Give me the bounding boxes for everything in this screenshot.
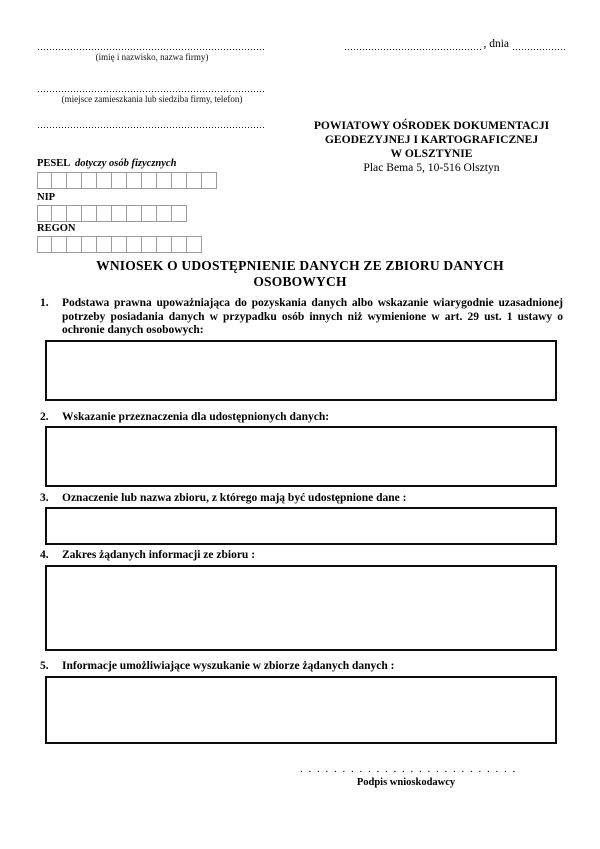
regon-digit-cell[interactable] — [127, 236, 142, 253]
item-1-answer-box[interactable] — [45, 340, 557, 401]
regon-cells-row — [37, 236, 202, 253]
pesel-label — [37, 158, 176, 169]
regon-digit-cell[interactable] — [142, 236, 157, 253]
dnia-label: , dnia — [483, 38, 509, 50]
nip-digit-cell[interactable] — [97, 205, 112, 222]
item-2-number: 2. — [40, 411, 49, 423]
signature-caption: Podpis wnioskodawcy — [356, 777, 456, 788]
item-1-text: Podstawa prawna upoważniająca do pozyskania danych albo wskazanie wiarygodnie uzasadnionej potrzeby posiadania danych w przypadku osób innych niż wymienione w art. 29 ust. 1 ustawy o ochronie danych osobowych: — [62, 297, 563, 336]
nip-digit-cell[interactable] — [52, 205, 67, 222]
pesel-label-text: PESEL — [37, 158, 70, 169]
nip-label: NIP — [37, 192, 56, 203]
item-5-text: Informacje umożliwiające wyszukanie w zbiorze żądanych danych : — [62, 660, 395, 672]
regon-digit-cell[interactable] — [112, 236, 127, 253]
nip-digit-cell[interactable] — [172, 205, 187, 222]
item-1-label — [40, 297, 563, 338]
nip-digit-cell[interactable] — [112, 205, 127, 222]
office-name-line1: POWIATOWY OŚRODEK DOKUMENTACJI — [313, 119, 550, 132]
pesel-digit-cell[interactable] — [82, 172, 97, 189]
pesel-digit-cell[interactable] — [157, 172, 172, 189]
item-5-number: 5. — [40, 660, 49, 672]
regon-digit-cell[interactable] — [67, 236, 82, 253]
nip-digit-cell[interactable] — [127, 205, 142, 222]
nip-digit-cell[interactable] — [82, 205, 97, 222]
pesel-digit-cell[interactable] — [172, 172, 187, 189]
item-4-number: 4. — [40, 549, 49, 561]
nip-digit-cell[interactable] — [142, 205, 157, 222]
address-input-line[interactable] — [38, 78, 266, 92]
place-input-line[interactable] — [345, 36, 482, 50]
pesel-digit-cell[interactable] — [127, 172, 142, 189]
office-name-line2: GEODEZYJNEJ I KARTOGRAFICZNEJ — [324, 133, 539, 146]
item-2-answer-box[interactable] — [45, 426, 557, 487]
place-date-line — [345, 36, 565, 50]
form-title: WNIOSEK O UDOSTĘPNIENIE DANYCH ZE ZBIORU DANYCH OSOBOWYCH — [96, 258, 504, 289]
item-3-label — [40, 492, 563, 506]
item-2-label — [40, 411, 563, 425]
item-4-answer-box[interactable] — [45, 565, 557, 651]
item-2-text: Wskazanie przeznaczenia dla udostępnionych danych: — [62, 411, 330, 423]
item-3-number: 3. — [40, 492, 49, 504]
item-5-label — [40, 660, 563, 674]
item-3-text: Oznaczenie lub nazwa zbioru, z którego mają być udostępnione dane : — [62, 492, 407, 504]
signature-input-line[interactable]: . . . . . . . . . . . . . . . . . . . . . . . . . . — [300, 763, 517, 775]
name-company-caption: (imię i nazwisko, nazwa firmy) — [95, 52, 209, 62]
pesel-digit-cell[interactable] — [202, 172, 217, 189]
nip-digit-cell[interactable] — [67, 205, 82, 222]
address-caption: (miejsce zamieszkania lub siedziba firmy, telefon) — [61, 94, 243, 104]
item-4-label — [40, 549, 563, 563]
regon-digit-cell[interactable] — [172, 236, 187, 253]
date-input-line[interactable] — [513, 36, 565, 50]
regon-digit-cell[interactable] — [97, 236, 112, 253]
signature-block — [300, 763, 517, 788]
item-3-answer-box[interactable] — [45, 507, 557, 545]
office-name-line3: W OLSZTYNIE — [390, 147, 473, 160]
regon-digit-cell[interactable] — [52, 236, 67, 253]
pesel-digit-cell[interactable] — [67, 172, 82, 189]
regon-label: REGON — [37, 223, 76, 234]
pesel-digit-cell[interactable] — [97, 172, 112, 189]
pesel-digit-cell[interactable] — [37, 172, 52, 189]
nip-digit-cell[interactable] — [157, 205, 172, 222]
pesel-digit-cell[interactable] — [142, 172, 157, 189]
nip-cells-row — [37, 205, 187, 222]
office-street-address: Plac Bema 5, 10-516 Olsztyn — [363, 161, 500, 174]
extra-input-line[interactable] — [38, 114, 266, 128]
regon-digit-cell[interactable] — [187, 236, 202, 253]
pesel-cells-row — [37, 172, 217, 189]
pesel-digit-cell[interactable] — [187, 172, 202, 189]
pesel-note: dotyczy osób fizycznych — [74, 158, 177, 169]
pesel-digit-cell[interactable] — [112, 172, 127, 189]
regon-digit-cell[interactable] — [157, 236, 172, 253]
regon-digit-cell[interactable] — [37, 236, 52, 253]
office-address-block — [293, 119, 570, 175]
name-company-input-line[interactable] — [38, 36, 266, 50]
nip-digit-cell[interactable] — [37, 205, 52, 222]
item-1-number: 1. — [40, 297, 49, 309]
item-5-answer-box[interactable] — [45, 676, 557, 744]
regon-digit-cell[interactable] — [82, 236, 97, 253]
pesel-digit-cell[interactable] — [52, 172, 67, 189]
item-4-text: Zakres żądanych informacji ze zbioru : — [62, 549, 256, 561]
